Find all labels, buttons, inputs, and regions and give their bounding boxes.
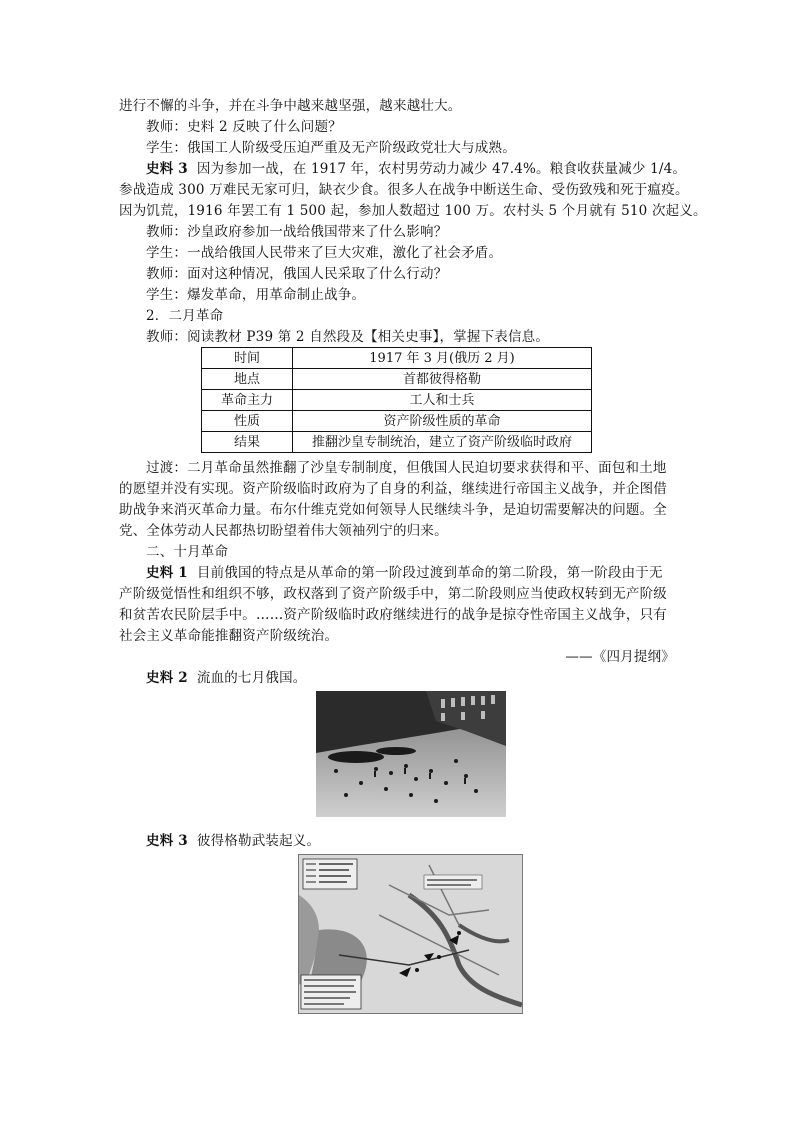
table-row xyxy=(202,369,592,390)
table-row xyxy=(202,348,592,369)
text-line: 和贫苦农民阶层手中。……资产阶级临时政府继续进行的战争是掠夺性帝国主义战争，只有 xyxy=(119,607,667,623)
july-days-photo xyxy=(316,691,506,817)
table-key: 地点 xyxy=(202,369,293,390)
source-label: 史料 3 xyxy=(146,833,188,849)
text-line: 助战争来消灭革命力量。布尔什维克党如何领导人民继续斗争，是迫切需要解决的问题。全 xyxy=(119,502,667,518)
text-line: 教师：史料 2 反映了什么问题？ xyxy=(146,119,342,135)
table-value: 工人和士兵 xyxy=(293,390,592,411)
text-line: 社会主义革命能推翻资产阶级统治。 xyxy=(119,628,339,644)
source-text: 彼得格勒武装起义。 xyxy=(196,833,321,849)
text-line: 进行不懈的斗争，并在斗争中越来越坚强，越来越壮大。 xyxy=(119,98,462,114)
text-line: 学生：俄国工人阶级受压迫严重及无产阶级政党壮大与成熟。 xyxy=(146,140,516,156)
text-line: 学生：一战给俄国人民带来了巨大灾难，激化了社会矛盾。 xyxy=(146,245,503,261)
source-text: 流血的七月俄国。 xyxy=(196,670,307,686)
text-line xyxy=(146,159,686,179)
table-value: 首都彼得格勒 xyxy=(293,369,592,390)
text-line xyxy=(146,563,663,583)
table-key: 性质 xyxy=(202,411,293,432)
section-heading: 2．二月革命 xyxy=(146,308,224,324)
text-line: 教师：面对这种情况，俄国人民采取了什么行动？ xyxy=(146,266,448,282)
quote-source: ——《四月提纲》 xyxy=(565,649,675,665)
text-line: 教师：阅读教材 P39 第 2 自然段及【相关史事】，掌握下表信息。 xyxy=(146,329,550,345)
source-label: 史料 2 xyxy=(146,670,188,686)
table-row xyxy=(202,411,592,432)
text-line xyxy=(146,831,320,851)
text-line: 的愿望并没有实现。资产阶级临时政府为了自身的利益，继续进行帝国主义战争，并企图借 xyxy=(119,481,667,497)
table-value: 1917 年 3 月(俄历 2 月) xyxy=(293,348,592,369)
table-value: 推翻沙皇专制统治，建立了资产阶级临时政府 xyxy=(293,432,592,453)
text-line: 参战造成 300 万难民无家可归，缺衣少食。很多人在战争中断送生命、受伤致残和死于瘟疫。 xyxy=(119,182,689,198)
february-revolution-table xyxy=(201,347,592,453)
source-text: 因为参加一战，在 1917 年，农村男劳动力减少 47.4%。粮食收获量减少 1/4。 xyxy=(196,161,687,177)
photo-graphic xyxy=(316,691,506,817)
text-line: 因为饥荒，1916 年罢工有 1 500 起，参加人数超过 100 万。农村头 5 个月就有 510 次起义。 xyxy=(119,203,707,219)
table-value: 资产阶级性质的革命 xyxy=(293,411,592,432)
section-heading: 二、十月革命 xyxy=(146,544,229,560)
map-graphic xyxy=(299,855,522,1013)
text-line: 教师：沙皇政府参加一战给俄国带来了什么影响？ xyxy=(146,224,448,240)
table-key: 革命主力 xyxy=(202,390,293,411)
table-key: 时间 xyxy=(202,348,293,369)
text-line: 产阶级觉悟性和组织不够，政权落到了资产阶级手中，第二阶段则应当使政权转到无产阶级 xyxy=(119,586,667,602)
text-line xyxy=(146,668,307,688)
table-row xyxy=(202,432,592,453)
petrograd-uprising-map xyxy=(298,854,523,1014)
source-label: 史料 3 xyxy=(146,161,188,177)
text-line: 过渡：二月革命虽然推翻了沙皇专制制度，但俄国人民迫切要求获得和平、面包和土地 xyxy=(146,460,667,476)
table-row xyxy=(202,390,592,411)
table-key: 结果 xyxy=(202,432,293,453)
text-line: 学生：爆发革命，用革命制止战争。 xyxy=(146,287,366,303)
text-line: 党、全体劳动人民都热切盼望着伟大领袖列宁的归来。 xyxy=(119,523,448,539)
source-label: 史料 1 xyxy=(146,565,188,581)
source-text: 目前俄国的特点是从革命的第一阶段过渡到革命的第二阶段，第一阶段由于无 xyxy=(196,565,663,581)
